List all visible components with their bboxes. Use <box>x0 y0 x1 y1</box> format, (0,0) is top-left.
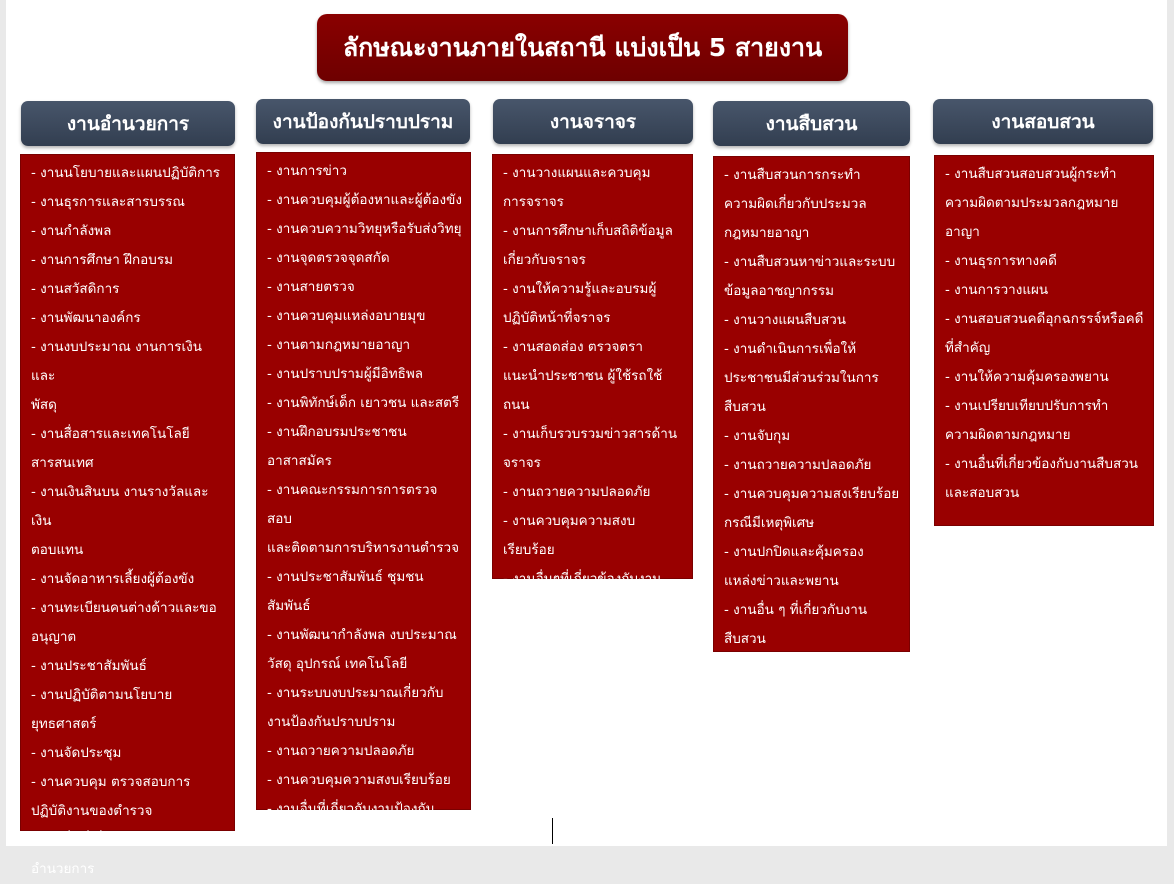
box-investigation <box>713 156 910 652</box>
list-item: - งานปฏิบัติตามนโยบาย ยุทธศาสตร์ <box>31 687 173 732</box>
list-item: - งานพิทักษ์เด็ก เยาวชน และสตรี <box>267 395 460 411</box>
list-item: - งานงบประมาณ งานการเงินและ พัสดุ <box>31 339 202 413</box>
list-item: - งานสอดส่อง ตรวจตรา แนะนำประชาชน ผู้ใช้รถใช้ถนน <box>503 339 663 413</box>
list-item: - งานการวางแผน <box>945 282 1049 298</box>
list-item: - งานวางแผนและควบคุม การจราจร <box>503 165 651 210</box>
list-item: - งานปราบปรามผู้มีอิทธิพล <box>267 366 424 382</box>
list-item: - งานอื่นที่เกี่ยวกับงานป้องกัน <box>267 801 435 817</box>
list-item: - งานพัฒนากำลังพล งบประมาณ วัสดุ อุปกรณ์ เทคโนโลยี <box>267 627 457 672</box>
list-item: - งานประชาสัมพันธ์ <box>31 658 147 674</box>
list-item: - งานจุดตรวจจุดสกัด <box>267 250 390 266</box>
header-investigation: งานสืบสวน <box>713 101 910 146</box>
list-item: - งานเก็บรวบรวมข่าวสารด้าน จราจร <box>503 426 678 471</box>
list-item: - งานการศึกษาเก็บสถิติข้อมูล เกี่ยวกับจราจร <box>503 223 673 268</box>
list-investigation <box>724 161 901 654</box>
list-item: - งานสอบสวนคดีอุกฉกรรจ์หรือคดี ที่สำคัญ <box>945 311 1144 356</box>
list-item: - งานควบคุมความสงบเรียบร้อย <box>267 772 451 788</box>
list-item: - งานสวัสดิการ <box>31 281 120 297</box>
list-item: - งานสื่อสารและเทคโนโลยี สารสนเทศ <box>31 426 190 471</box>
list-item: - งานธุรการและสารบรรณ <box>31 194 185 210</box>
list-item: - งานควบคุมแหล่งอบายมุข <box>267 308 426 324</box>
list-item: - งานเงินสินบน งานรางวัลและเงิน ตอบแทน <box>31 484 209 558</box>
list-item: - งานการข่าว <box>267 163 347 179</box>
list-item: - งานให้ความคุ้มครองพยาน <box>945 369 1109 385</box>
list-item: - งานเปรียบเทียบปรับการทำ ความผิดตามกฎหมาย <box>945 398 1109 443</box>
header-prevention: งานป้องกันปราบปราม <box>256 99 470 144</box>
list-item: - งานให้ความรู้และอบรมผู้ ปฏิบัติหน้าที่จราจร <box>503 281 657 326</box>
list-item: - งานอื่นๆที่เกี่ยวข้องกับงาน <box>503 571 662 587</box>
list-item: - งานจับกุม <box>724 428 791 444</box>
list-item: - งานฝึกอบรมประชาชน อาสาสมัคร <box>267 424 407 469</box>
list-item: - งานถวายความปลอดภัย <box>267 743 415 759</box>
list-item: - งานสายตรวจ <box>267 279 355 295</box>
diagram-title: ลักษณะงานภายในสถานี แบ่งเป็น 5 สายงาน <box>317 14 848 81</box>
list-item: - งานควบคุมความสงบ เรียบร้อย <box>503 513 636 558</box>
list-item: - งานพัฒนาองค์กร <box>31 310 141 326</box>
header-inquiry: งานสอบสวน <box>933 99 1153 144</box>
list-item: - งานคณะกรรมการการตรวจสอบ และติดตามการบริหารงานตำรวจ <box>267 482 460 556</box>
list-item: - งานจัดอาหารเลี้ยงผู้ต้องขัง <box>31 571 195 587</box>
box-prevention <box>256 152 471 817</box>
list-item: - งานวางแผนสืบสวน <box>724 312 847 328</box>
list-item: - งานควบคุม ตรวจสอบการ ปฏิบัติงานของตำรวจ <box>31 774 191 819</box>
box-traffic <box>492 154 693 587</box>
list-item: - งานดำเนินการเพื่อให้ ประชาชนมีส่วนร่วมในการ สืบสวน <box>724 341 879 415</box>
list-item: - งานถวายความปลอดภัย <box>503 484 651 500</box>
list-prevention <box>267 157 462 824</box>
list-item: - งานปกปิดและคุ้มครอง แหล่งข่าวและพยาน <box>724 544 864 589</box>
list-item: - งานการศึกษา ฝึกอบรม <box>31 252 173 268</box>
list-inquiry <box>945 160 1145 508</box>
list-item: - งานควบคุมผู้ต้องหาและผู้ต้องขัง <box>267 192 462 208</box>
box-inquiry <box>934 155 1154 526</box>
list-item: - งานทะเบียนคนต่างด้าวและขอ อนุญาต <box>31 600 217 645</box>
list-item: - งานธุรการทางคดี <box>945 253 1057 269</box>
header-traffic: งานจราจร <box>493 99 693 144</box>
list-admin <box>31 159 226 884</box>
list-item: - งานควบความวิทยุหรือรับส่งวิทยุ <box>267 221 462 237</box>
header-admin: งานอำนวยการ <box>21 101 235 146</box>
text-cursor-line <box>552 818 553 844</box>
list-item: - งานสืบสวนการกระทำ ความผิดเกี่ยวกับประมวล กฎหมายอาญา <box>724 167 867 241</box>
list-item: - งานสืบสวนสอบสวนผู้กระทำ ความผิดตามประมวลกฎหมาย อาญา <box>945 166 1119 240</box>
box-admin <box>20 154 235 877</box>
list-item: - งานตามกฎหมายอาญา <box>267 337 411 353</box>
list-item: - งานอื่นที่เกี่ยวข้องกับงาน อำนวยการ <box>31 832 183 877</box>
list-item: - งานอื่น ๆ ที่เกี่ยวกับงาน สืบสวน <box>724 602 868 647</box>
list-item: - งานระบบงบประมาณเกี่ยวกับ งานป้องกันปราบปราม <box>267 685 444 730</box>
list-item: - งานถวายความปลอดภัย <box>724 457 872 473</box>
list-item: - งานสืบสวนหาข่าวและระบบ ข้อมูลอาชญากรรม <box>724 254 896 299</box>
list-item: - งานจัดประชุม <box>31 745 122 761</box>
list-item: - งานนโยบายและแผนปฏิบัติการ <box>31 165 221 181</box>
list-item: - งานควบคุมความสงเรียบร้อย กรณีมีเหตุพิเศษ <box>724 486 900 531</box>
list-item: - งานกำลังพล <box>31 223 112 239</box>
list-traffic <box>503 159 684 594</box>
list-item: - งานอื่นที่เกี่ยวข้องกับงานสืบสวน และสอบสวน <box>945 456 1139 501</box>
list-item: - งานประชาสัมพันธ์ ชุมชน สัมพันธ์ <box>267 569 424 614</box>
